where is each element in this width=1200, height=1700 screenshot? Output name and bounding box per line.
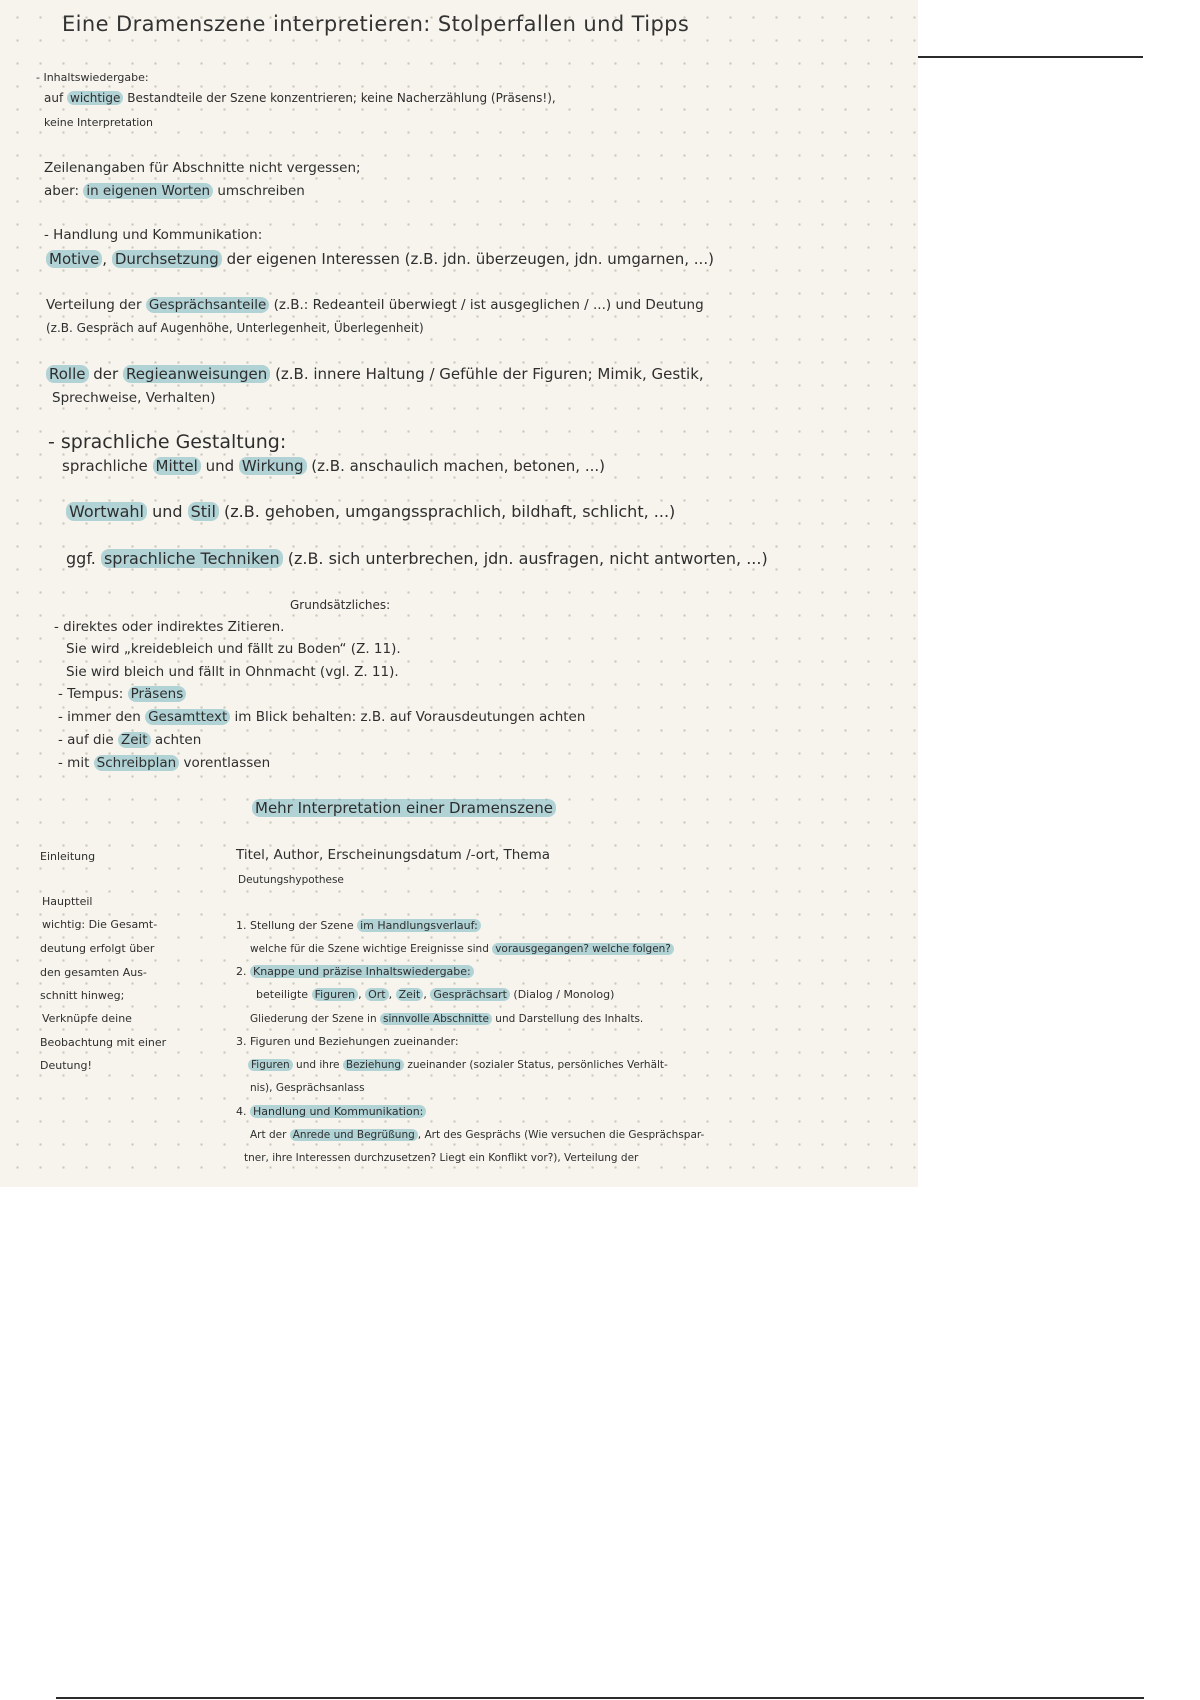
point-3-line-2: Figuren und ihre Beziehung zueinander (sozialer Status, persönliches Verhält- <box>248 1059 668 1071</box>
grund-line-2: Sie wird „kreidebleich und fällt zu Boden“ (Z. 11). <box>66 641 401 657</box>
handlung-line-2: Verteilung der Gesprächsanteile (z.B.: Redeanteil überwiegt / ist ausgeglichen / ...) und Deutung <box>46 297 704 313</box>
inhalt-line-1: auf wichtige Bestandteile der Szene konzentrieren; keine Nacherzählung (Präsens!), <box>44 91 556 105</box>
handlung-line-5: Sprechweise, Verhalten) <box>52 390 216 406</box>
grund-line-1: - direktes oder indirektes Zitieren. <box>54 619 285 635</box>
handlung-line-3: (z.B. Gespräch auf Augenhöhe, Unterlegenheit, Überlegenheit) <box>46 321 424 335</box>
einleitung-line-1: Titel, Author, Erscheinungsdatum /-ort, Thema <box>236 847 550 863</box>
point-2: 2. Knappe und präzise Inhaltswiedergabe: <box>236 966 474 979</box>
inhalt-line-2: keine Interpretation <box>44 116 154 129</box>
left-note-6: Beobachtung mit einer <box>40 1036 167 1049</box>
point-4-line-3: tner, ihre Interessen durchzusetzen? Liegt ein Konflikt vor?), Verteilung der <box>244 1152 639 1164</box>
left-note-4: schnitt hinweg; <box>40 989 125 1002</box>
zeilen-line-1: Zeilenangaben für Abschnitte nicht vergessen; <box>44 160 361 176</box>
zeilen-line-2: aber: in eigenen Worten umschreiben <box>44 183 305 199</box>
grund-line-6: - auf die Zeit achten <box>58 732 202 748</box>
left-note-5: Verknüpfe deine <box>42 1012 132 1025</box>
point-3-line-3: nis), Gesprächsanlass <box>250 1082 365 1094</box>
sprache-line-3: ggf. sprachliche Techniken (z.B. sich unterbrechen, jdn. ausfragen, nicht antworten, ...) <box>66 549 768 568</box>
sprache-line-1: sprachliche Mittel und Wirkung (z.B. anschaulich machen, betonen, ...) <box>62 457 605 475</box>
sprache-heading: - sprachliche Gestaltung: <box>48 431 287 453</box>
einleitung-label: Einleitung <box>40 850 96 863</box>
hauptteil-label: Hauptteil <box>42 895 93 908</box>
point-1-line-2: welche für die Szene wichtige Ereignisse sind vorausgegangen? welche folgen? <box>250 943 674 955</box>
grund-line-3: Sie wird bleich und fällt in Ohnmacht (vgl. Z. 11). <box>66 664 399 680</box>
top-rule <box>918 56 1143 58</box>
grund-line-4: - Tempus: Präsens <box>58 687 186 703</box>
page-title: Eine Dramenszene interpretieren: Stolperfallen und Tipps <box>62 12 690 36</box>
left-note-3: den gesamten Aus- <box>40 966 147 979</box>
inhalt-heading: - Inhaltswiedergabe: <box>36 71 149 84</box>
grund-line-7: - mit Schreibplan vorentlassen <box>58 755 271 771</box>
point-4-line-2: Art der Anrede und Begrüßung , Art des Gesprächs (Wie versuchen die Gesprächspar- <box>250 1129 705 1141</box>
bottom-rule <box>56 1697 1144 1699</box>
grund-line-5: - immer den Gesamttext im Blick behalten: z.B. auf Vorausdeutungen achten <box>58 709 586 725</box>
point-4: 4. Handlung und Kommunikation: <box>236 1106 426 1119</box>
grund-heading: Grundsätzliches: <box>290 598 391 612</box>
mehr-heading: Mehr Interpretation einer Dramenszene <box>252 800 556 817</box>
point-2-line-3: Gliederung der Szene in sinnvolle Abschnitte und Darstellung des Inhalts. <box>250 1013 644 1025</box>
handlung-line-4: Rolle der Regieanweisungen (z.B. innere Haltung / Gefühle der Figuren; Mimik, Gestik, <box>46 366 704 383</box>
left-note-2: deutung erfolgt über <box>40 942 155 955</box>
handlung-heading: - Handlung und Kommunikation: <box>44 227 263 243</box>
handlung-line-1: Motive , Durchsetzung der eigenen Interessen (z.B. jdn. überzeugen, jdn. umgarnen, ...) <box>46 251 714 268</box>
point-2-line-2: beteiligte Figuren , Ort , Zeit , Gesprächsart (Dialog / Monolog) <box>256 988 615 1001</box>
point-3: 3. Figuren und Beziehungen zueinander: <box>236 1035 459 1048</box>
left-note-7: Deutung! <box>40 1059 92 1072</box>
sprache-line-2: Wortwahl und Stil (z.B. gehoben, umgangssprachlich, bildhaft, schlicht, ...) <box>66 503 675 521</box>
einleitung-line-2: Deutungshypothese <box>238 874 344 886</box>
left-note-1: wichtig: Die Gesamt- <box>42 918 158 931</box>
point-1: 1. Stellung der Szene im Handlungsverlauf: <box>236 920 481 933</box>
